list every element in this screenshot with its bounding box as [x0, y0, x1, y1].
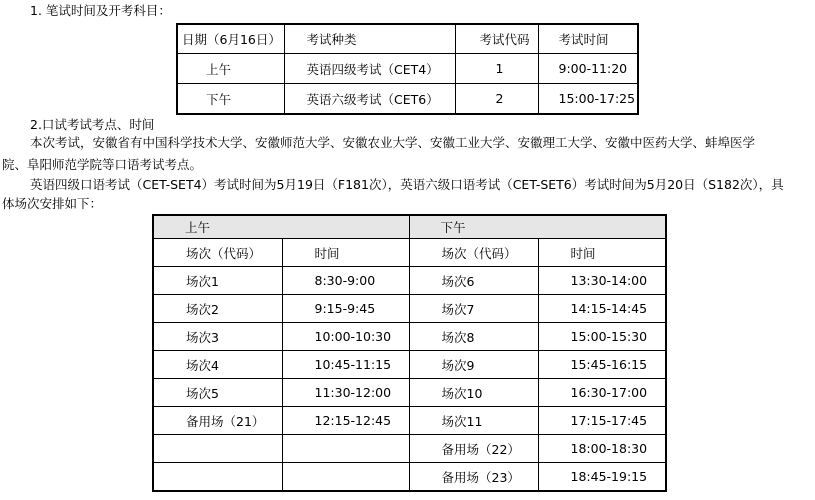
- section2-paragraph-2-line-1: 英语四级口语考试（CET-SET4）考试时间为5月19日（F181次），英语六级口语考试（CET-SET6）考试时间为5月20日（S182次），具: [30, 177, 784, 192]
- header-pm-session: 场次（代码）: [409, 239, 538, 267]
- table-row: [153, 351, 666, 379]
- am-session-cell: 备用场（21）: [153, 407, 282, 435]
- header-date: 日期（6月16日）: [177, 24, 284, 54]
- table-row: [153, 267, 666, 295]
- written-exam-table: [176, 23, 639, 115]
- section2-title: 2.口试考试考点、时间: [30, 117, 155, 132]
- table-row: [153, 463, 666, 492]
- pm-session-cell: 场次10: [409, 379, 538, 407]
- am-session-cell: 场次2: [153, 295, 282, 323]
- pm-session-cell: 场次11: [409, 407, 538, 435]
- am-time-cell: 11:30-12:00: [282, 379, 409, 407]
- table-cell: 下午: [177, 84, 284, 115]
- table-cell: 英语四级考试（CET4）: [284, 54, 455, 84]
- table-subheader-row: [153, 239, 666, 267]
- am-session-cell: [153, 463, 282, 492]
- header-pm-time: 时间: [538, 239, 666, 267]
- table-row: [153, 323, 666, 351]
- header-am-session: 场次（代码）: [153, 239, 282, 267]
- header-exam-code: 考试代码: [455, 24, 538, 54]
- pm-session-cell: 场次7: [409, 295, 538, 323]
- header-am-time: 时间: [282, 239, 409, 267]
- pm-session-cell: 场次8: [409, 323, 538, 351]
- table-row: [153, 407, 666, 435]
- table-header-row: [177, 24, 638, 54]
- pm-session-cell: 场次9: [409, 351, 538, 379]
- table-row: [177, 84, 638, 115]
- table-cell: 2: [455, 84, 538, 115]
- am-session-cell: [153, 435, 282, 463]
- table-cell: 上午: [177, 54, 284, 84]
- header-morning: 上午: [153, 215, 409, 239]
- pm-time-cell: 16:30-17:00: [538, 379, 666, 407]
- am-session-cell: 场次1: [153, 267, 282, 295]
- table-cell: 1: [455, 54, 538, 84]
- header-afternoon: 下午: [409, 215, 666, 239]
- pm-session-cell: 备用场（22）: [409, 435, 538, 463]
- section2-paragraph-2-line-2: 体场次安排如下：: [2, 196, 103, 211]
- am-time-cell: 10:45-11:15: [282, 351, 409, 379]
- table-row: [153, 295, 666, 323]
- header-exam-type: 考试种类: [284, 24, 455, 54]
- am-time-cell: 12:15-12:45: [282, 407, 409, 435]
- pm-time-cell: 13:30-14:00: [538, 267, 666, 295]
- pm-time-cell: 18:45-19:15: [538, 463, 666, 492]
- am-session-cell: 场次4: [153, 351, 282, 379]
- am-session-cell: 场次3: [153, 323, 282, 351]
- table-row: [153, 379, 666, 407]
- pm-time-cell: 14:15-14:45: [538, 295, 666, 323]
- pm-session-cell: 备用场（23）: [409, 463, 538, 492]
- pm-time-cell: 15:45-16:15: [538, 351, 666, 379]
- pm-session-cell: 场次6: [409, 267, 538, 295]
- table-cell: 15:00-17:25: [538, 84, 638, 115]
- am-session-cell: 场次5: [153, 379, 282, 407]
- table-cell: 英语六级考试（CET6）: [284, 84, 455, 115]
- am-time-cell: 8:30-9:00: [282, 267, 409, 295]
- table-header-row: [153, 215, 666, 239]
- section2-paragraph-1-line-1: 本次考试，安徽省有中国科学技术大学、安徽师范大学、安徽农业大学、安徽工业大学、安徽理工大学、安徽中医药大学、蚌埠医学: [30, 135, 756, 150]
- pm-time-cell: 18:00-18:30: [538, 435, 666, 463]
- am-time-cell: 10:00-10:30: [282, 323, 409, 351]
- header-exam-time: 考试时间: [538, 24, 638, 54]
- table-row: [177, 54, 638, 84]
- pm-time-cell: 15:00-15:30: [538, 323, 666, 351]
- oral-exam-schedule-table: [152, 214, 667, 492]
- pm-time-cell: 17:15-17:45: [538, 407, 666, 435]
- table-row: [153, 435, 666, 463]
- table-cell: 9:00-11:20: [538, 54, 638, 84]
- section2-paragraph-1-line-2: 院、阜阳师范学院等口语考试考点。: [2, 157, 203, 172]
- am-time-cell: 9:15-9:45: [282, 295, 409, 323]
- section1-title: 1. 笔试时间及开考科目：: [30, 3, 171, 18]
- am-time-cell: [282, 435, 409, 463]
- am-time-cell: [282, 463, 409, 492]
